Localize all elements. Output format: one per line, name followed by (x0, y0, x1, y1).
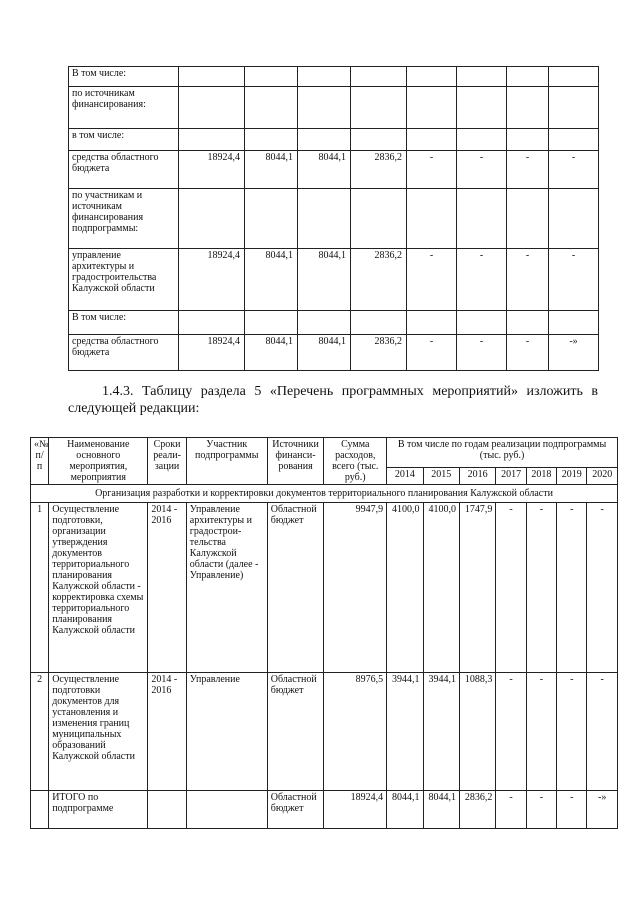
activity-year-value: 1088,3 (459, 673, 495, 791)
activity-year-value: - (587, 503, 618, 673)
activity-name: ИТОГО по подпрограмме (49, 791, 148, 829)
activity-num: 2 (31, 673, 49, 791)
funding-value (457, 87, 507, 129)
section-title: Организация разработки и корректировки документов территориального планирования Калужской области (31, 485, 618, 503)
col-header-term: Сроки реали-зации (148, 438, 186, 485)
funding-value: 18924,4 (179, 249, 245, 311)
activity-name: Осуществление подготовки, организации утверждения документов территориального планирования Калужской области - корректировка схемы территориального планирования Калужской области (49, 503, 148, 673)
funding-value: 8044,1 (298, 335, 351, 371)
funding-value (549, 129, 599, 151)
activity-row (31, 791, 618, 829)
activity-term (148, 791, 186, 829)
col-header-year: 2017 (496, 468, 526, 485)
funding-value (179, 87, 245, 129)
funding-row-label: в том числе: (69, 129, 179, 151)
funding-value (457, 311, 507, 335)
activity-year-value: 2836,2 (459, 791, 495, 829)
funding-value (457, 189, 507, 249)
col-header-years-group: В том числе по годам реализации подпрограммы (тыс. руб.) (387, 438, 618, 468)
activity-year-value: - (526, 503, 556, 673)
funding-value (298, 129, 351, 151)
col-header-name: Наименование основного мероприятия, мероприятия (49, 438, 148, 485)
header-row (31, 438, 618, 468)
activity-term: 2014 - 2016 (148, 673, 186, 791)
section-row (31, 485, 618, 503)
activity-name: Осуществление подготовки документов для установления и изменения границ муниципальных образований Калужской области (49, 673, 148, 791)
funding-value (179, 129, 245, 151)
funding-value (549, 67, 599, 87)
funding-value: - (407, 335, 457, 371)
funding-value (245, 87, 298, 129)
funding-row (69, 335, 599, 371)
funding-value: - (407, 249, 457, 311)
program-activities-body (31, 485, 618, 829)
funding-value (179, 189, 245, 249)
activity-num (31, 791, 49, 829)
activity-year-value: 3944,1 (423, 673, 459, 791)
funding-value: 2836,2 (351, 151, 407, 189)
amendment-text: 1.4.3. Таблицу раздела 5 «Перечень программных мероприятий» изложить в следующей редакции: (68, 384, 598, 416)
funding-value (245, 311, 298, 335)
continued-funding-table-body (69, 67, 599, 371)
continued-funding-table (68, 66, 599, 371)
activity-participant: Управление архитектуры и градострои-тельства Калужской области (далее - Управление) (186, 503, 267, 673)
funding-row (69, 189, 599, 249)
funding-value: 18924,4 (179, 335, 245, 371)
col-header-year: 2020 (587, 468, 618, 485)
activity-year-value: - (587, 673, 618, 791)
funding-value: 8044,1 (298, 249, 351, 311)
funding-value (245, 129, 298, 151)
activity-year-value: - (557, 503, 587, 673)
activity-year-value: - (557, 673, 587, 791)
activity-year-value: - (526, 791, 556, 829)
col-header-year: 2019 (557, 468, 587, 485)
funding-value (407, 87, 457, 129)
funding-row (69, 129, 599, 151)
funding-value (507, 67, 549, 87)
funding-row-label: управление архитектуры и градостроительства Калужской области (69, 249, 179, 311)
amendment-paragraph (68, 383, 598, 417)
funding-value (407, 189, 457, 249)
col-header-participant: Участник подпрограммы (186, 438, 267, 485)
funding-value: - (549, 249, 599, 311)
funding-value (351, 87, 407, 129)
funding-value: - (507, 151, 549, 189)
activity-participant (186, 791, 267, 829)
funding-value (179, 311, 245, 335)
funding-value (351, 311, 407, 335)
activity-source: Областной бюджет (267, 503, 324, 673)
funding-value: - (457, 335, 507, 371)
funding-value (507, 129, 549, 151)
program-activities-table (30, 437, 618, 829)
funding-row-label: В том числе: (69, 311, 179, 335)
activity-total: 9947,9 (324, 503, 387, 673)
funding-value: -» (549, 335, 599, 371)
activity-year-value: 8044,1 (423, 791, 459, 829)
activity-year-value: 4100,0 (387, 503, 423, 673)
funding-value (351, 129, 407, 151)
funding-row-label: В том числе: (69, 67, 179, 87)
activity-year-value: -» (587, 791, 618, 829)
activity-source: Областной бюджет (267, 791, 324, 829)
activity-num: 1 (31, 503, 49, 673)
funding-row-label: средства областного бюджета (69, 335, 179, 371)
funding-value (507, 87, 549, 129)
funding-value (407, 67, 457, 87)
activity-year-value: - (557, 791, 587, 829)
funding-value: - (457, 249, 507, 311)
funding-row (69, 67, 599, 87)
funding-value: 8044,1 (245, 151, 298, 189)
col-header-year: 2015 (423, 468, 459, 485)
funding-value: 2836,2 (351, 335, 407, 371)
activity-year-value: - (526, 673, 556, 791)
activity-row (31, 673, 618, 791)
funding-value (245, 67, 298, 87)
col-header-year: 2016 (459, 468, 495, 485)
col-header-year: 2014 (387, 468, 423, 485)
activity-term: 2014 - 2016 (148, 503, 186, 673)
funding-row-label: средства областного бюджета (69, 151, 179, 189)
funding-row-label: по участникам и источникам финансирования подпрограммы: (69, 189, 179, 249)
activity-year-value: - (496, 791, 526, 829)
activity-year-value: - (496, 503, 526, 673)
activity-total: 8976,5 (324, 673, 387, 791)
activity-row (31, 503, 618, 673)
activity-participant: Управление (186, 673, 267, 791)
funding-value: - (457, 151, 507, 189)
funding-value: - (507, 335, 549, 371)
funding-value: 8044,1 (245, 335, 298, 371)
col-header-num: «№ п/п (31, 438, 49, 485)
funding-value: - (407, 151, 457, 189)
funding-value (507, 189, 549, 249)
funding-value (298, 67, 351, 87)
funding-value: 8044,1 (245, 249, 298, 311)
funding-row-label: по источникам финансирования: (69, 87, 179, 129)
activity-year-value: 3944,1 (387, 673, 423, 791)
funding-row (69, 87, 599, 129)
activity-year-value: 1747,9 (459, 503, 495, 673)
funding-value (407, 311, 457, 335)
funding-value (457, 67, 507, 87)
activity-year-value: - (496, 673, 526, 791)
funding-value (457, 129, 507, 151)
funding-value (298, 189, 351, 249)
funding-value (351, 67, 407, 87)
activity-total: 18924,4 (324, 791, 387, 829)
col-header-total: Сумма расходов, всего (тыс. руб.) (324, 438, 387, 485)
funding-value (549, 311, 599, 335)
funding-value: 18924,4 (179, 151, 245, 189)
funding-value (549, 189, 599, 249)
funding-row (69, 249, 599, 311)
funding-value: - (549, 151, 599, 189)
funding-value (407, 129, 457, 151)
activity-source: Областной бюджет (267, 673, 324, 791)
activity-year-value: 4100,0 (423, 503, 459, 673)
col-header-year: 2018 (526, 468, 556, 485)
funding-value (351, 189, 407, 249)
funding-value (549, 87, 599, 129)
funding-value (298, 311, 351, 335)
funding-value (298, 87, 351, 129)
funding-value (507, 311, 549, 335)
activity-year-value: 8044,1 (387, 791, 423, 829)
col-header-source: Источники финанси-рования (267, 438, 324, 485)
funding-value: 2836,2 (351, 249, 407, 311)
funding-value: - (507, 249, 549, 311)
funding-value (245, 189, 298, 249)
funding-value: 8044,1 (298, 151, 351, 189)
funding-row (69, 151, 599, 189)
funding-row (69, 311, 599, 335)
funding-value (179, 67, 245, 87)
